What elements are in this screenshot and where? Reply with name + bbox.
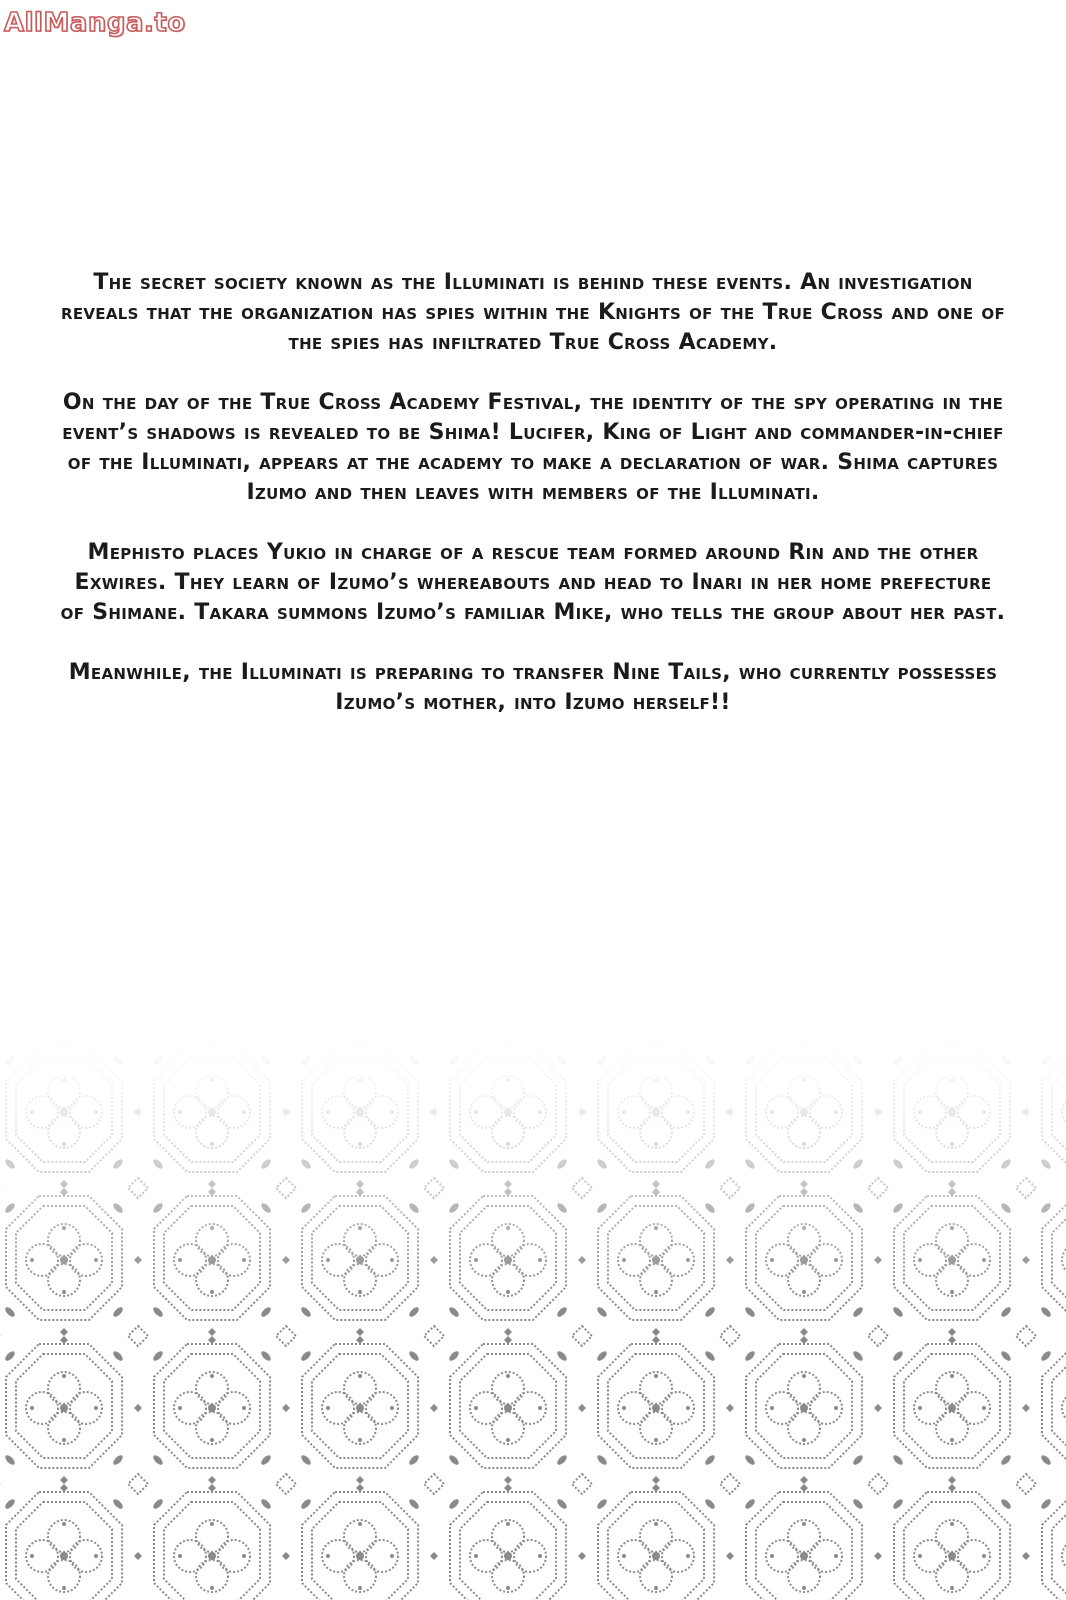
decorative-tile-pattern	[0, 1040, 1066, 1600]
summary-paragraph: Meanwhile, the Illuminati is preparing to transfer Nine Tails, who currently possesses Izumo’s mother, into Izumo herself!!	[68, 660, 998, 715]
summary-paragraph: Mephisto places Yukio in charge of a rescue team formed around Rin and the other Exwires. They learn of Izumo’s whereabouts and head to Inari in her home prefecture of Shimane. Takara summons Izumo’s familiar Mike, who tells the group about her past.	[60, 540, 1006, 625]
site-watermark: AllManga.to	[4, 8, 186, 38]
summary-paragraph: The secret society known as the Illuminati is behind these events. An investigation reveals that the organization has spies within the Knights of the True Cross and one of the spies has infiltrated True Cross Academy.	[60, 270, 1005, 355]
summary-paragraph: On the day of the True Cross Academy Festival, the identity of the spy operating in the event’s shadows is revealed to be Shima! Lucifer, King of Light and commander-in-chief of the Illuminati, appears at the academy to make a declaration of war. Shima captures Izumo and then leaves with members of the Illuminati.	[62, 390, 1004, 505]
story-summary	[60, 268, 1006, 748]
